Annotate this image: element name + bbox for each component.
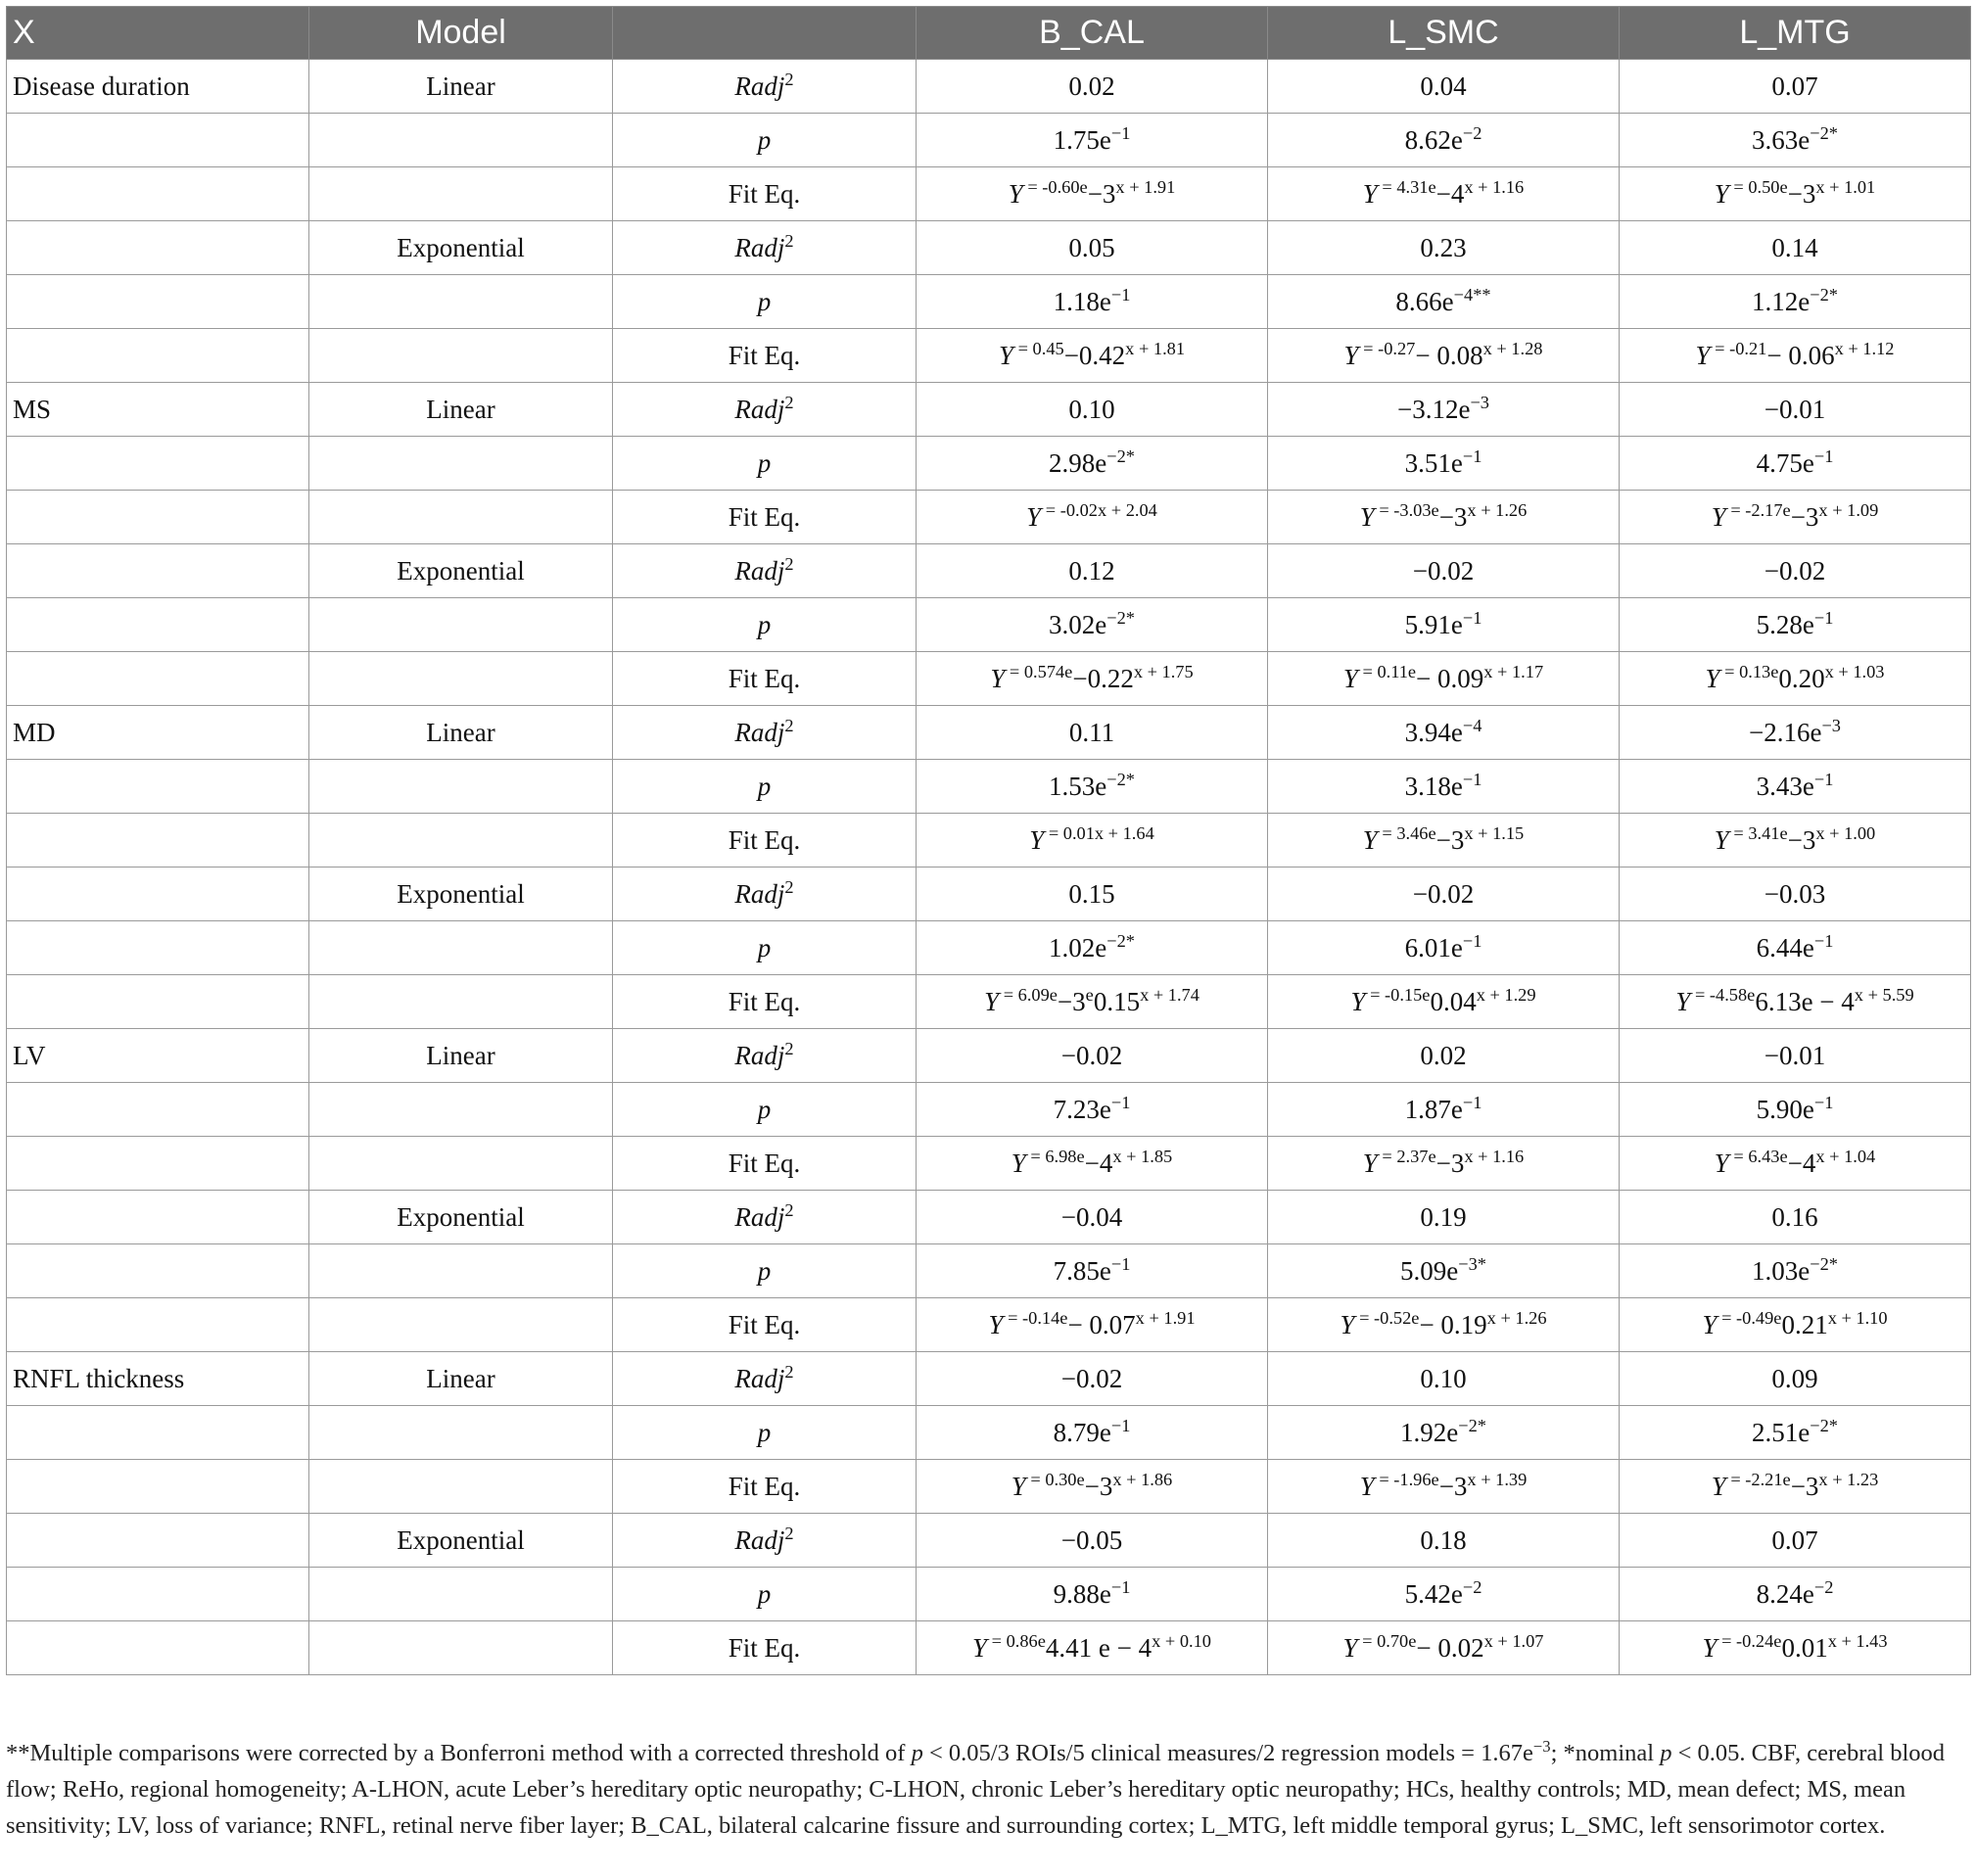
cell-model — [309, 1083, 613, 1137]
cell-l-mtg: 0.16 — [1620, 1191, 1971, 1244]
cell-b-cal: −0.02 — [917, 1029, 1268, 1083]
cell-l-smc: Y $^{= -0.27}- 0.08^{x + 1.28}$ — [1268, 329, 1620, 383]
cell-l-smc: Y $^{= 0.11e}- 0.09^{x + 1.17}$ — [1268, 652, 1620, 706]
table-row — [7, 275, 1971, 329]
cell-model: Linear — [309, 1029, 613, 1083]
cell-b-cal: $9.88e^{-1}$ — [917, 1568, 1268, 1621]
cell-model: Exponential — [309, 1191, 613, 1244]
cell-l-smc: $-3.12e^{-3}$ — [1268, 383, 1620, 437]
cell-model — [309, 1406, 613, 1460]
cell-stat: Radj$^2$ — [613, 221, 917, 275]
cell-x — [7, 275, 309, 329]
cell-x — [7, 329, 309, 383]
cell-model — [309, 491, 613, 544]
table-row — [7, 1406, 1971, 1460]
cell-l-smc: $5.09e^{-3*}$ — [1268, 1244, 1620, 1298]
cell-x — [7, 868, 309, 921]
cell-b-cal: Y $^{= 0.45}-0.42^{x + 1.81}$ — [917, 329, 1268, 383]
table-row — [7, 1191, 1971, 1244]
cell-x — [7, 1460, 309, 1514]
cell-x — [7, 1191, 309, 1244]
cell-l-smc: $1.87e^{-1}$ — [1268, 1083, 1620, 1137]
table-row — [7, 329, 1971, 383]
cell-l-mtg: 0.07 — [1620, 60, 1971, 114]
cell-b-cal: Y $^{= 6.98e}-4^{x + 1.85}$ — [917, 1137, 1268, 1191]
cell-l-smc: Y $^{= -0.52e}- 0.19^{x + 1.26}$ — [1268, 1298, 1620, 1352]
cell-stat: Fit Eq. — [613, 652, 917, 706]
table-row — [7, 1083, 1971, 1137]
cell-l-smc: $5.91e^{-1}$ — [1268, 598, 1620, 652]
cell-model — [309, 975, 613, 1029]
cell-x — [7, 652, 309, 706]
cell-x — [7, 1244, 309, 1298]
cell-model: Linear — [309, 1352, 613, 1406]
cell-stat: Radj$^2$ — [613, 60, 917, 114]
cell-l-mtg: Y $^{= -0.49e}0.21^{x + 1.10}$ — [1620, 1298, 1971, 1352]
cell-stat: Fit Eq. — [613, 814, 917, 868]
cell-x — [7, 598, 309, 652]
cell-stat: Fit Eq. — [613, 1298, 917, 1352]
cell-model — [309, 275, 613, 329]
table-row — [7, 221, 1971, 275]
cell-stat: Fit Eq. — [613, 167, 917, 221]
cell-model: Exponential — [309, 221, 613, 275]
cell-model: Linear — [309, 60, 613, 114]
table-row — [7, 921, 1971, 975]
cell-b-cal: $1.53e^{-2*}$ — [917, 760, 1268, 814]
cell-stat: Fit Eq. — [613, 491, 917, 544]
cell-b-cal: Y $^{= 0.01x + 1.64}$ — [917, 814, 1268, 868]
cell-b-cal: 0.10 — [917, 383, 1268, 437]
cell-l-mtg: $5.90e^{-1}$ — [1620, 1083, 1971, 1137]
cell-model — [309, 760, 613, 814]
cell-l-smc: 0.18 — [1268, 1514, 1620, 1568]
cell-x — [7, 1514, 309, 1568]
table-row — [7, 1029, 1971, 1083]
cell-model — [309, 1137, 613, 1191]
cell-l-smc: $6.01e^{-1}$ — [1268, 921, 1620, 975]
table-row — [7, 114, 1971, 167]
table-row — [7, 491, 1971, 544]
cell-l-smc: $8.66e^{-4**}$ — [1268, 275, 1620, 329]
cell-l-mtg: $1.12e^{-2*}$ — [1620, 275, 1971, 329]
table-header — [7, 7, 1971, 60]
cell-l-smc: $5.42e^{-2}$ — [1268, 1568, 1620, 1621]
cell-b-cal: 0.15 — [917, 868, 1268, 921]
cell-l-mtg: Y $^{= -4.58e}6.13e - 4^{x + 5.59}$ — [1620, 975, 1971, 1029]
cell-model — [309, 814, 613, 868]
cell-model — [309, 1568, 613, 1621]
cell-l-smc: Y $^{= 3.46e}-3^{x + 1.15}$ — [1268, 814, 1620, 868]
cell-b-cal: −0.04 — [917, 1191, 1268, 1244]
cell-x: MS — [7, 383, 309, 437]
cell-model — [309, 652, 613, 706]
cell-stat: Radj$^2$ — [613, 544, 917, 598]
cell-b-cal: $1.02e^{-2*}$ — [917, 921, 1268, 975]
cell-l-mtg: Y $^{= 3.41e}-3^{x + 1.00}$ — [1620, 814, 1971, 868]
cell-stat: Radj$^2$ — [613, 1514, 917, 1568]
header-stat — [613, 7, 917, 60]
cell-l-mtg: $5.28e^{-1}$ — [1620, 598, 1971, 652]
cell-x — [7, 1298, 309, 1352]
cell-x — [7, 975, 309, 1029]
cell-x — [7, 1621, 309, 1675]
cell-model — [309, 598, 613, 652]
cell-stat: p — [613, 437, 917, 491]
table-row — [7, 814, 1971, 868]
cell-x: LV — [7, 1029, 309, 1083]
header-model: Model — [309, 7, 613, 60]
cell-b-cal: 0.02 — [917, 60, 1268, 114]
cell-l-smc: $1.92e^{-2*}$ — [1268, 1406, 1620, 1460]
cell-stat: Fit Eq. — [613, 1137, 917, 1191]
cell-l-smc: $3.94e^{-4}$ — [1268, 706, 1620, 760]
cell-x — [7, 814, 309, 868]
cell-l-mtg: Y $^{= 6.43e}-4^{x + 1.04}$ — [1620, 1137, 1971, 1191]
cell-l-smc: $8.62e^{-2}$ — [1268, 114, 1620, 167]
cell-model — [309, 1460, 613, 1514]
cell-stat: Radj$^2$ — [613, 1352, 917, 1406]
cell-l-smc: 0.04 — [1268, 60, 1620, 114]
table-row — [7, 868, 1971, 921]
cell-l-smc: $3.18e^{-1}$ — [1268, 760, 1620, 814]
cell-l-mtg: $3.63e^{-2*}$ — [1620, 114, 1971, 167]
cell-l-mtg: −0.01 — [1620, 383, 1971, 437]
cell-b-cal: Y $^{= -0.14e}- 0.07^{x + 1.91}$ — [917, 1298, 1268, 1352]
cell-l-smc: 0.10 — [1268, 1352, 1620, 1406]
footnote-part2: < 0.05/3 ROIs/5 clinical measures/2 regression models = 1.67e — [922, 1740, 1533, 1766]
table-row — [7, 598, 1971, 652]
cell-x: MD — [7, 706, 309, 760]
cell-l-mtg: $2.51e^{-2*}$ — [1620, 1406, 1971, 1460]
cell-stat: Fit Eq. — [613, 1621, 917, 1675]
header-row — [7, 7, 1971, 60]
cell-l-mtg: −0.02 — [1620, 544, 1971, 598]
cell-stat: Fit Eq. — [613, 975, 917, 1029]
footnote-p2: p — [1660, 1740, 1672, 1766]
footnote-part1: **Multiple comparisons were corrected by a Bonferroni method with a corrected threshold of — [6, 1740, 912, 1766]
cell-l-mtg: −0.01 — [1620, 1029, 1971, 1083]
table-row — [7, 167, 1971, 221]
cell-x — [7, 760, 309, 814]
cell-model: Exponential — [309, 544, 613, 598]
cell-stat: Radj$^2$ — [613, 1029, 917, 1083]
cell-model: Linear — [309, 383, 613, 437]
footnote-part3: ; *nominal — [1550, 1740, 1661, 1766]
cell-x: RNFL thickness — [7, 1352, 309, 1406]
cell-model — [309, 167, 613, 221]
cell-x — [7, 114, 309, 167]
table-row — [7, 652, 1971, 706]
results-table — [6, 6, 1971, 1675]
cell-l-mtg: 0.07 — [1620, 1514, 1971, 1568]
cell-l-smc: $3.51e^{-1}$ — [1268, 437, 1620, 491]
cell-stat: p — [613, 1568, 917, 1621]
cell-stat: p — [613, 1244, 917, 1298]
cell-l-mtg: Y $^{= -2.17e}-3^{x + 1.09}$ — [1620, 491, 1971, 544]
table-row — [7, 1298, 1971, 1352]
cell-l-mtg: Y $^{= -0.21}- 0.06^{x + 1.12}$ — [1620, 329, 1971, 383]
cell-l-smc: Y $^{= -1.96e}-3^{x + 1.39}$ — [1268, 1460, 1620, 1514]
cell-b-cal: $1.18e^{-1}$ — [917, 275, 1268, 329]
cell-l-mtg: $1.03e^{-2*}$ — [1620, 1244, 1971, 1298]
footnote-part4: < 0.05. CBF, cerebral blood flow; ReHo, regional homogeneity; A-LHON, acute Leber’s hereditary optic neuropathy; C-LHON, chronic Leber’s hereditary optic neuropathy; HCs, healthy controls; MD, mean defect; MS, mean sensitivity; LV, loss of variance; RNFL, retinal nerve fiber layer; B_CAL, bilateral calcarine fissure and surrounding cortex; L_MTG, left middle temporal gyrus; L_SMC, left sensorimotor cortex. — [6, 1740, 1946, 1839]
cell-l-mtg: 0.09 — [1620, 1352, 1971, 1406]
cell-stat: p — [613, 921, 917, 975]
cell-x — [7, 921, 309, 975]
header-x: X — [7, 7, 309, 60]
cell-model — [309, 329, 613, 383]
cell-l-mtg: $4.75e^{-1}$ — [1620, 437, 1971, 491]
cell-model — [309, 114, 613, 167]
cell-x: Disease duration — [7, 60, 309, 114]
table-row — [7, 544, 1971, 598]
cell-model — [309, 437, 613, 491]
table-row — [7, 706, 1971, 760]
footnote-exponent: −3 — [1532, 1736, 1551, 1756]
cell-l-smc: Y $^{= 0.70e}- 0.02^{x + 1.07}$ — [1268, 1621, 1620, 1675]
cell-model: Linear — [309, 706, 613, 760]
table-row — [7, 1460, 1971, 1514]
cell-l-mtg: Y $^{= -0.24e}0.01^{x + 1.43}$ — [1620, 1621, 1971, 1675]
cell-l-smc: Y $^{= 4.31e}-4^{x + 1.16}$ — [1268, 167, 1620, 221]
cell-x — [7, 1137, 309, 1191]
table-body — [7, 60, 1971, 1675]
cell-b-cal: 0.11 — [917, 706, 1268, 760]
cell-x — [7, 437, 309, 491]
table-row — [7, 760, 1971, 814]
cell-stat: Radj$^2$ — [613, 868, 917, 921]
cell-b-cal: Y $^{= -0.02x + 2.04}$ — [917, 491, 1268, 544]
cell-l-mtg: $8.24e^{-2}$ — [1620, 1568, 1971, 1621]
cell-b-cal: 0.05 — [917, 221, 1268, 275]
table-row — [7, 1621, 1971, 1675]
cell-model: Exponential — [309, 868, 613, 921]
cell-b-cal: $1.75e^{-1}$ — [917, 114, 1268, 167]
cell-b-cal: $7.23e^{-1}$ — [917, 1083, 1268, 1137]
cell-b-cal: Y $^{= 6.09e}-3^e0.15^{x + 1.74}$ — [917, 975, 1268, 1029]
header-b-cal: B_CAL — [917, 7, 1268, 60]
cell-stat: Fit Eq. — [613, 329, 917, 383]
cell-stat: p — [613, 275, 917, 329]
cell-l-mtg: Y $^{= 0.13e}0.20^{x + 1.03}$ — [1620, 652, 1971, 706]
cell-model — [309, 1621, 613, 1675]
cell-b-cal: $3.02e^{-2*}$ — [917, 598, 1268, 652]
cell-stat: Radj$^2$ — [613, 383, 917, 437]
table-row — [7, 975, 1971, 1029]
footnote-p1: p — [911, 1740, 923, 1766]
cell-l-mtg: 0.14 — [1620, 221, 1971, 275]
cell-model — [309, 921, 613, 975]
cell-l-mtg: $3.43e^{-1}$ — [1620, 760, 1971, 814]
cell-b-cal: Y $^{= 0.30e}-3^{x + 1.86}$ — [917, 1460, 1268, 1514]
cell-b-cal: −0.05 — [917, 1514, 1268, 1568]
cell-stat: p — [613, 1406, 917, 1460]
cell-x — [7, 491, 309, 544]
cell-stat: Radj$^2$ — [613, 706, 917, 760]
cell-x — [7, 221, 309, 275]
cell-l-mtg: $-2.16e^{-3}$ — [1620, 706, 1971, 760]
cell-l-mtg: Y $^{= 0.50e}-3^{x + 1.01}$ — [1620, 167, 1971, 221]
cell-x — [7, 1083, 309, 1137]
cell-l-smc: 0.23 — [1268, 221, 1620, 275]
cell-x — [7, 167, 309, 221]
cell-stat: Fit Eq. — [613, 1460, 917, 1514]
cell-stat: p — [613, 598, 917, 652]
table-footnote — [6, 1735, 1970, 1844]
cell-l-smc: Y $^{= -0.15e}0.04^{x + 1.29}$ — [1268, 975, 1620, 1029]
cell-l-mtg: Y $^{= -2.21e}-3^{x + 1.23}$ — [1620, 1460, 1971, 1514]
cell-stat: p — [613, 114, 917, 167]
cell-stat: p — [613, 1083, 917, 1137]
table-row — [7, 1352, 1971, 1406]
cell-model — [309, 1244, 613, 1298]
cell-l-smc: 0.19 — [1268, 1191, 1620, 1244]
table-row — [7, 1244, 1971, 1298]
header-l-mtg: L_MTG — [1620, 7, 1971, 60]
header-l-smc: L_SMC — [1268, 7, 1620, 60]
cell-l-mtg: −0.03 — [1620, 868, 1971, 921]
table-row — [7, 437, 1971, 491]
cell-l-smc: −0.02 — [1268, 868, 1620, 921]
cell-b-cal: Y $^{= 0.86e}$4.41 $e - 4^{x + 0.10}$ — [917, 1621, 1268, 1675]
cell-l-smc: Y $^{= -3.03e}-3^{x + 1.26}$ — [1268, 491, 1620, 544]
cell-model: Exponential — [309, 1514, 613, 1568]
cell-l-smc: 0.02 — [1268, 1029, 1620, 1083]
cell-b-cal: −0.02 — [917, 1352, 1268, 1406]
cell-x — [7, 544, 309, 598]
cell-b-cal: Y $^{= -0.60e}-3^{x + 1.91}$ — [917, 167, 1268, 221]
table-row — [7, 1568, 1971, 1621]
table-row — [7, 1514, 1971, 1568]
cell-b-cal: $8.79e^{-1}$ — [917, 1406, 1268, 1460]
cell-stat: p — [613, 760, 917, 814]
cell-model — [309, 1298, 613, 1352]
cell-stat: Radj$^2$ — [613, 1191, 917, 1244]
cell-b-cal: 0.12 — [917, 544, 1268, 598]
cell-l-smc: −0.02 — [1268, 544, 1620, 598]
cell-b-cal: $2.98e^{-2*}$ — [917, 437, 1268, 491]
cell-b-cal: $7.85e^{-1}$ — [917, 1244, 1268, 1298]
cell-x — [7, 1406, 309, 1460]
table-row — [7, 1137, 1971, 1191]
cell-l-mtg: $6.44e^{-1}$ — [1620, 921, 1971, 975]
cell-x — [7, 1568, 309, 1621]
cell-b-cal: Y $^{= 0.574e}-0.22^{x + 1.75}$ — [917, 652, 1268, 706]
table-row — [7, 60, 1971, 114]
table-row — [7, 383, 1971, 437]
cell-l-smc: Y $^{= 2.37e}-3^{x + 1.16}$ — [1268, 1137, 1620, 1191]
